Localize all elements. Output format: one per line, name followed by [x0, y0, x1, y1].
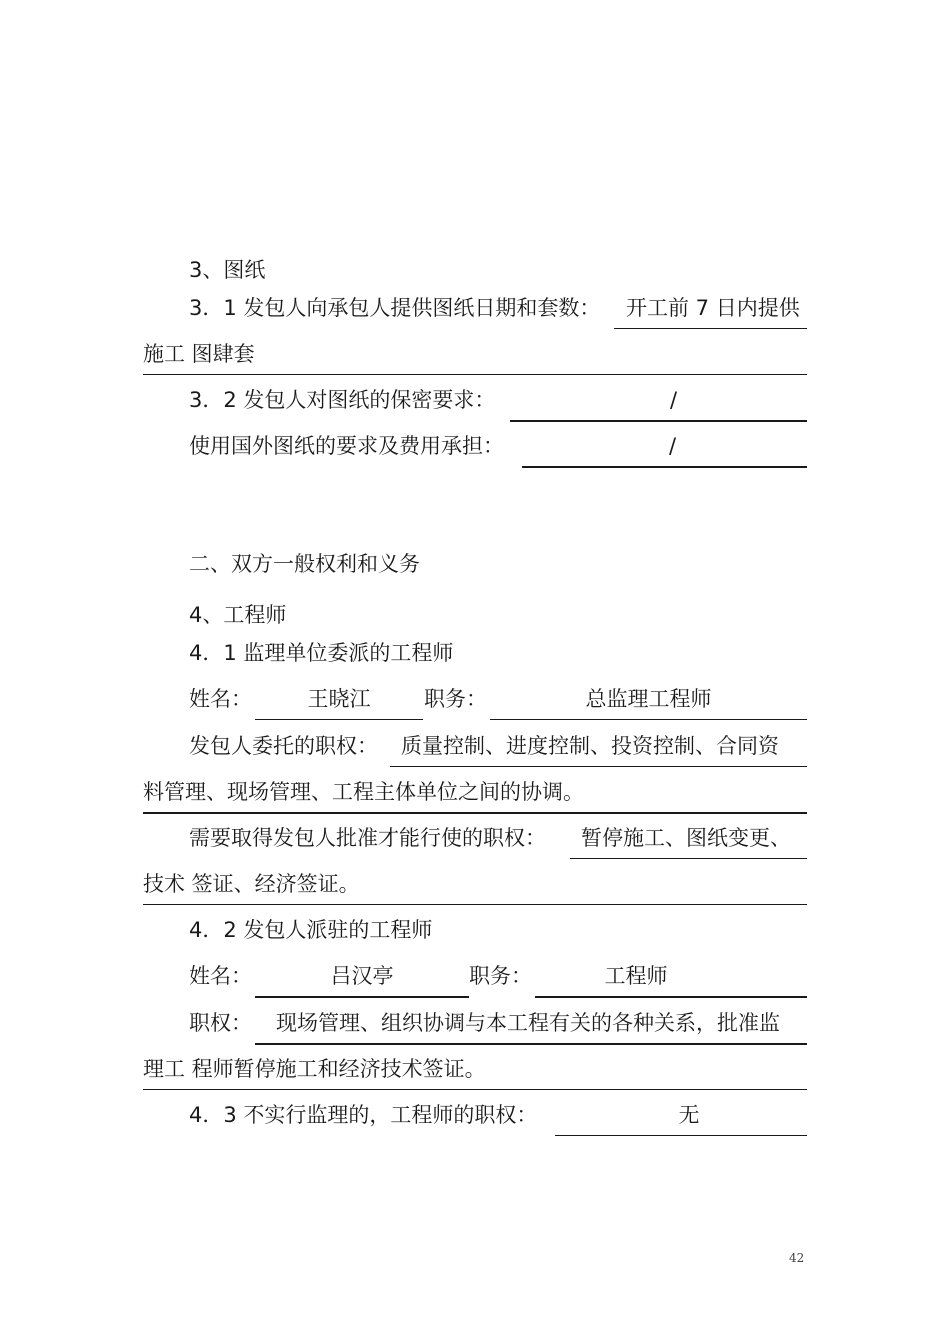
clause-3-1-cont-underline — [143, 374, 807, 375]
section-4-heading: 4、工程师 — [189, 603, 287, 627]
clause-4-2-name-value: 吕汉亭 — [330, 964, 394, 988]
clause-3-2-underline — [510, 420, 807, 422]
foreign-drawings-underline — [522, 466, 807, 468]
clause-4-1-power-continuation: 料管理、现场管理、工程主体单位之间的协调。 — [143, 780, 584, 804]
clause-4-1-title-underline — [490, 719, 807, 720]
clause-4-1-name-underline — [255, 719, 423, 720]
clause-4-2-heading: 4．2 发包人派驻的工程师 — [189, 918, 433, 942]
clause-4-1-approval-label: 需要取得发包人批准才能行使的职权： — [189, 826, 546, 850]
clause-3-2-label: 3．2 发包人对图纸的保密要求： — [189, 388, 496, 412]
clause-4-1-approval-continuation: 技术 签证、经济签证。 — [143, 872, 360, 896]
foreign-drawings-label: 使用国外图纸的要求及费用承担： — [189, 434, 504, 458]
clause-4-1-approval-underline — [570, 858, 807, 859]
clause-4-3-label: 4．3 不实行监理的，工程师的职权： — [189, 1103, 538, 1127]
clause-3-1-value: 开工前 7 日内提供 — [626, 296, 800, 320]
clause-4-2-title-value: 工程师 — [604, 964, 668, 988]
clause-4-2-power-continuation: 理工 程师暂停施工和经济技术签证。 — [143, 1057, 486, 1081]
clause-4-3-value: 无 — [678, 1103, 700, 1127]
clause-4-2-title-label: 职务： — [469, 964, 532, 988]
clause-4-1-title-label: 职务： — [424, 687, 487, 711]
foreign-drawings-value: / — [668, 434, 677, 458]
clause-4-1-power-label: 发包人委托的职权： — [189, 734, 378, 758]
clause-4-1-heading: 4．1 监理单位委派的工程师 — [189, 641, 454, 665]
part-2-heading: 二、双方一般权利和义务 — [189, 552, 420, 576]
clause-3-2-value: / — [669, 388, 678, 412]
clause-4-1-name-value: 王晓江 — [307, 687, 371, 711]
clause-4-1-power-underline — [390, 766, 807, 767]
clause-4-1-approval-cont-underline — [143, 904, 807, 905]
clause-4-1-power-cont-underline — [143, 812, 807, 814]
clause-4-1-power-value: 质量控制、进度控制、投资控制、合同资 — [401, 734, 779, 758]
clause-4-2-name-label: 姓名： — [189, 964, 252, 988]
clause-4-3-underline — [555, 1135, 807, 1136]
clause-4-1-approval-value: 暂停施工、图纸变更、 — [581, 826, 791, 850]
clause-4-2-power-value: 现场管理、组织协调与本工程有关的各种关系，批准监 — [276, 1011, 780, 1035]
clause-4-1-title-value: 总监理工程师 — [585, 687, 712, 711]
page-number: 42 — [789, 1251, 805, 1265]
clause-4-2-power-cont-underline — [143, 1089, 807, 1090]
clause-3-1-continuation: 施工 图肆套 — [143, 342, 255, 366]
section-3-heading: 3、图纸 — [189, 258, 266, 282]
clause-3-1-underline — [614, 328, 807, 329]
clause-4-2-power-label: 职权： — [189, 1011, 252, 1035]
clause-4-2-power-underline — [255, 1043, 807, 1045]
clause-4-1-name-label: 姓名： — [189, 687, 252, 711]
clause-4-2-name-underline — [255, 996, 469, 998]
clause-3-1-label: 3．1 发包人向承包人提供图纸日期和套数： — [189, 296, 601, 320]
clause-4-2-title-underline — [535, 996, 807, 998]
